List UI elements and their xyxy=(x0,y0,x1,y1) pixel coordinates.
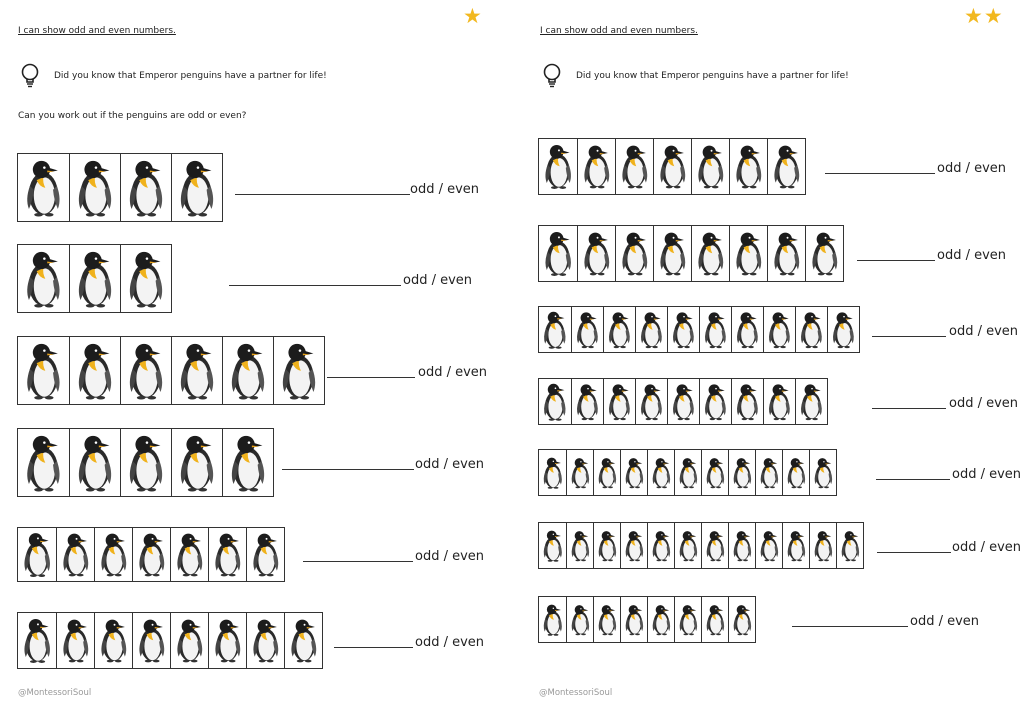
penguin-cell xyxy=(667,307,699,352)
penguin-cell xyxy=(69,337,120,404)
fun-fact xyxy=(542,62,849,90)
penguin-icon xyxy=(23,157,64,219)
penguin-icon xyxy=(607,309,632,350)
penguin-cell xyxy=(782,523,809,568)
penguin-icon xyxy=(705,452,726,493)
penguin-cell xyxy=(620,450,647,495)
penguin-icon xyxy=(126,432,166,494)
penguin-cell xyxy=(539,523,566,568)
odd-even-label: odd / even xyxy=(410,181,480,197)
odd-even-label: odd / even xyxy=(952,539,1022,555)
penguin-cell xyxy=(795,307,827,352)
penguin-icon xyxy=(658,141,688,192)
penguin-cell xyxy=(539,139,577,194)
penguin-cell xyxy=(805,226,843,281)
penguin-icon xyxy=(75,157,115,219)
penguin-cell xyxy=(246,613,284,668)
penguin-cell xyxy=(729,139,767,194)
penguin-icon xyxy=(75,432,115,494)
penguin-grid xyxy=(17,428,274,497)
penguin-cell xyxy=(171,429,222,496)
penguin-icon xyxy=(799,381,824,422)
answer-blank[interactable] xyxy=(825,173,935,174)
odd-even-label: odd / even xyxy=(952,466,1022,482)
penguin-grid xyxy=(17,527,285,582)
penguin-icon xyxy=(732,452,753,493)
penguin-icon xyxy=(772,141,802,192)
penguin-icon xyxy=(734,141,764,192)
penguin-grid xyxy=(538,306,860,353)
penguin-cell xyxy=(701,597,728,642)
penguin-icon xyxy=(658,228,688,279)
penguin-cell xyxy=(577,226,615,281)
answer-blank[interactable] xyxy=(857,260,935,261)
penguin-grid xyxy=(17,244,172,313)
penguin-icon xyxy=(251,615,281,666)
penguin-cell xyxy=(18,429,69,496)
penguin-icon xyxy=(678,452,699,493)
penguin-grid xyxy=(17,336,325,405)
penguin-icon xyxy=(813,525,834,566)
penguin-icon xyxy=(177,432,217,494)
penguin-cell xyxy=(782,450,809,495)
penguin-icon xyxy=(624,452,645,493)
penguin-cell xyxy=(674,597,701,642)
odd-even-label: odd / even xyxy=(949,323,1019,339)
penguin-cell xyxy=(566,450,593,495)
penguin-grid xyxy=(538,449,837,496)
penguin-cell xyxy=(18,528,56,581)
penguin-cell xyxy=(132,528,170,581)
penguin-icon xyxy=(696,228,726,279)
penguin-cell xyxy=(653,226,691,281)
penguin-icon xyxy=(624,525,645,566)
penguin-icon xyxy=(597,525,618,566)
penguin-cell xyxy=(728,450,755,495)
penguin-cell xyxy=(647,523,674,568)
penguin-cell xyxy=(171,337,222,404)
penguin-icon xyxy=(137,615,167,666)
penguin-icon xyxy=(23,248,64,310)
answer-blank[interactable] xyxy=(229,285,401,286)
penguin-cell xyxy=(69,429,120,496)
penguin-cell xyxy=(836,523,863,568)
penguin-icon xyxy=(671,309,696,350)
lightbulb-icon xyxy=(20,63,40,89)
answer-blank[interactable] xyxy=(876,479,950,480)
penguin-cell xyxy=(728,597,755,642)
penguin-icon xyxy=(831,309,856,350)
penguin-grid xyxy=(538,522,864,569)
penguin-cell xyxy=(701,523,728,568)
penguin-icon xyxy=(22,530,52,579)
penguin-cell xyxy=(729,226,767,281)
odd-even-label: odd / even xyxy=(910,613,980,629)
penguin-grid xyxy=(538,225,844,282)
footer-credit: @MontessoriSoul xyxy=(539,688,613,698)
difficulty-stars: ★ xyxy=(463,4,483,28)
penguin-icon xyxy=(732,599,753,640)
penguin-grid xyxy=(17,612,323,669)
penguin-cell xyxy=(635,307,667,352)
penguin-cell xyxy=(763,307,795,352)
penguin-cell xyxy=(674,523,701,568)
penguin-cell xyxy=(222,429,273,496)
penguin-icon xyxy=(213,615,243,666)
penguin-icon xyxy=(786,525,807,566)
penguin-cell xyxy=(246,528,284,581)
penguin-cell xyxy=(615,139,653,194)
penguin-cell xyxy=(699,379,731,424)
penguin-icon xyxy=(620,228,650,279)
question-prompt: Can you work out if the penguins are odd or even? xyxy=(18,111,247,121)
penguin-cell xyxy=(120,154,171,221)
penguin-cell xyxy=(593,450,620,495)
penguin-cell xyxy=(728,523,755,568)
penguin-icon xyxy=(597,599,618,640)
penguin-cell xyxy=(18,337,69,404)
penguin-icon xyxy=(671,381,696,422)
penguin-icon xyxy=(813,452,834,493)
odd-even-label: odd / even xyxy=(403,272,473,288)
penguin-icon xyxy=(734,228,764,279)
penguin-icon xyxy=(703,381,728,422)
penguin-cell xyxy=(691,139,729,194)
learning-objective: I can show odd and even numbers. xyxy=(540,26,698,36)
penguin-cell xyxy=(222,337,273,404)
penguin-grid xyxy=(538,596,756,643)
penguin-cell xyxy=(18,154,69,221)
penguin-grid xyxy=(17,153,223,222)
penguin-cell xyxy=(539,379,571,424)
penguin-icon xyxy=(810,228,840,279)
penguin-icon xyxy=(767,381,792,422)
fun-fact xyxy=(20,62,327,90)
penguin-cell xyxy=(615,226,653,281)
penguin-icon xyxy=(767,309,792,350)
answer-blank[interactable] xyxy=(877,552,951,553)
penguin-icon xyxy=(735,309,760,350)
penguin-cell xyxy=(18,245,69,312)
penguin-cell xyxy=(674,450,701,495)
penguin-icon xyxy=(570,452,591,493)
penguin-icon xyxy=(175,530,205,579)
penguin-grid xyxy=(538,378,828,425)
penguin-cell xyxy=(603,307,635,352)
penguin-grid xyxy=(538,138,806,195)
penguin-cell xyxy=(170,528,208,581)
penguin-icon xyxy=(651,525,672,566)
penguin-icon xyxy=(213,530,243,579)
penguin-cell xyxy=(653,139,691,194)
penguin-icon xyxy=(570,525,591,566)
penguin-cell xyxy=(620,597,647,642)
penguin-icon xyxy=(137,530,167,579)
odd-even-label: odd / even xyxy=(415,456,485,472)
penguin-icon xyxy=(772,228,802,279)
penguin-cell xyxy=(69,154,120,221)
penguin-icon xyxy=(177,157,217,219)
penguin-icon xyxy=(639,309,664,350)
penguin-cell xyxy=(755,523,782,568)
penguin-icon xyxy=(99,615,129,666)
penguin-cell xyxy=(69,245,120,312)
penguin-icon xyxy=(582,141,612,192)
penguin-icon xyxy=(696,141,726,192)
penguin-icon xyxy=(228,432,268,494)
penguin-icon xyxy=(597,452,618,493)
penguin-icon xyxy=(61,615,91,666)
penguin-icon xyxy=(279,340,319,402)
penguin-icon xyxy=(735,381,760,422)
penguin-cell xyxy=(691,226,729,281)
penguin-icon xyxy=(570,599,591,640)
penguin-icon xyxy=(786,452,807,493)
penguin-icon xyxy=(624,599,645,640)
penguin-cell xyxy=(763,379,795,424)
penguin-cell xyxy=(208,528,246,581)
penguin-icon xyxy=(99,530,129,579)
penguin-cell xyxy=(767,139,805,194)
penguin-cell xyxy=(577,139,615,194)
penguin-icon xyxy=(75,248,115,310)
penguin-icon xyxy=(251,530,281,579)
penguin-cell xyxy=(56,528,94,581)
answer-blank[interactable] xyxy=(872,336,946,337)
penguin-cell xyxy=(571,379,603,424)
learning-objective: I can show odd and even numbers. xyxy=(18,26,176,36)
penguin-cell xyxy=(571,307,603,352)
penguin-cell xyxy=(809,523,836,568)
penguin-icon xyxy=(582,228,612,279)
penguin-cell xyxy=(171,154,222,221)
answer-blank[interactable] xyxy=(327,377,415,378)
penguin-icon xyxy=(175,615,205,666)
penguin-icon xyxy=(543,141,573,192)
penguin-icon xyxy=(542,309,568,350)
penguin-icon xyxy=(542,525,564,566)
penguin-cell xyxy=(284,613,322,668)
fact-text: Did you know that Emperor penguins have a partner for life! xyxy=(576,71,849,81)
footer-credit: @MontessoriSoul xyxy=(18,688,92,698)
penguin-icon xyxy=(575,381,600,422)
penguin-icon xyxy=(799,309,824,350)
penguin-cell xyxy=(170,613,208,668)
penguin-cell xyxy=(120,337,171,404)
answer-blank[interactable] xyxy=(282,469,414,470)
penguin-cell xyxy=(809,450,836,495)
penguin-cell xyxy=(620,523,647,568)
penguin-cell xyxy=(731,307,763,352)
penguin-cell xyxy=(767,226,805,281)
penguin-icon xyxy=(177,340,217,402)
lightbulb-icon xyxy=(542,63,562,89)
difficulty-stars: ★★ xyxy=(964,4,1004,28)
odd-even-label: odd / even xyxy=(415,634,485,650)
penguin-cell xyxy=(94,528,132,581)
penguin-cell xyxy=(701,450,728,495)
penguin-cell xyxy=(647,597,674,642)
penguin-icon xyxy=(732,525,753,566)
penguin-cell xyxy=(699,307,731,352)
odd-even-label: odd / even xyxy=(418,364,488,380)
penguin-cell xyxy=(827,307,859,352)
penguin-icon xyxy=(289,615,319,666)
worksheet-page-2-star xyxy=(512,0,1024,717)
penguin-cell xyxy=(667,379,699,424)
odd-even-label: odd / even xyxy=(937,160,1007,176)
penguin-icon xyxy=(126,340,166,402)
penguin-icon xyxy=(678,599,699,640)
penguin-icon xyxy=(639,381,664,422)
penguin-cell xyxy=(603,379,635,424)
penguin-icon xyxy=(23,432,64,494)
penguin-icon xyxy=(126,248,166,310)
penguin-cell xyxy=(18,613,56,668)
odd-even-label: odd / even xyxy=(937,247,1007,263)
penguin-cell xyxy=(539,226,577,281)
answer-blank[interactable] xyxy=(872,408,946,409)
penguin-cell xyxy=(94,613,132,668)
penguin-icon xyxy=(228,340,268,402)
penguin-cell xyxy=(539,307,571,352)
penguin-icon xyxy=(705,525,726,566)
penguin-cell xyxy=(120,245,171,312)
odd-even-label: odd / even xyxy=(415,548,485,564)
penguin-icon xyxy=(575,309,600,350)
penguin-cell xyxy=(120,429,171,496)
penguin-cell xyxy=(755,450,782,495)
odd-even-label: odd / even xyxy=(949,395,1019,411)
answer-blank[interactable] xyxy=(235,194,410,195)
penguin-cell xyxy=(539,597,566,642)
penguin-cell xyxy=(593,523,620,568)
penguin-icon xyxy=(703,309,728,350)
penguin-icon xyxy=(126,157,166,219)
penguin-icon xyxy=(607,381,632,422)
penguin-icon xyxy=(542,381,568,422)
penguin-icon xyxy=(759,452,780,493)
penguin-cell xyxy=(56,613,94,668)
penguin-icon xyxy=(705,599,726,640)
penguin-icon xyxy=(759,525,780,566)
answer-blank[interactable] xyxy=(792,626,908,627)
penguin-icon xyxy=(542,452,564,493)
penguin-icon xyxy=(23,340,64,402)
penguin-icon xyxy=(61,530,91,579)
penguin-icon xyxy=(651,599,672,640)
penguin-icon xyxy=(840,525,861,566)
penguin-cell xyxy=(273,337,324,404)
fact-text: Did you know that Emperor penguins have a partner for life! xyxy=(54,71,327,81)
penguin-cell xyxy=(208,613,246,668)
penguin-icon xyxy=(543,228,573,279)
penguin-icon xyxy=(22,615,52,666)
answer-blank[interactable] xyxy=(334,647,413,648)
penguin-cell xyxy=(566,523,593,568)
penguin-icon xyxy=(651,452,672,493)
answer-blank[interactable] xyxy=(303,561,413,562)
penguin-cell xyxy=(566,597,593,642)
penguin-icon xyxy=(678,525,699,566)
penguin-icon xyxy=(620,141,650,192)
penguin-cell xyxy=(593,597,620,642)
penguin-cell xyxy=(731,379,763,424)
penguin-icon xyxy=(75,340,115,402)
penguin-cell xyxy=(647,450,674,495)
penguin-cell xyxy=(795,379,827,424)
penguin-cell xyxy=(539,450,566,495)
penguin-cell xyxy=(635,379,667,424)
penguin-icon xyxy=(542,599,564,640)
penguin-cell xyxy=(132,613,170,668)
